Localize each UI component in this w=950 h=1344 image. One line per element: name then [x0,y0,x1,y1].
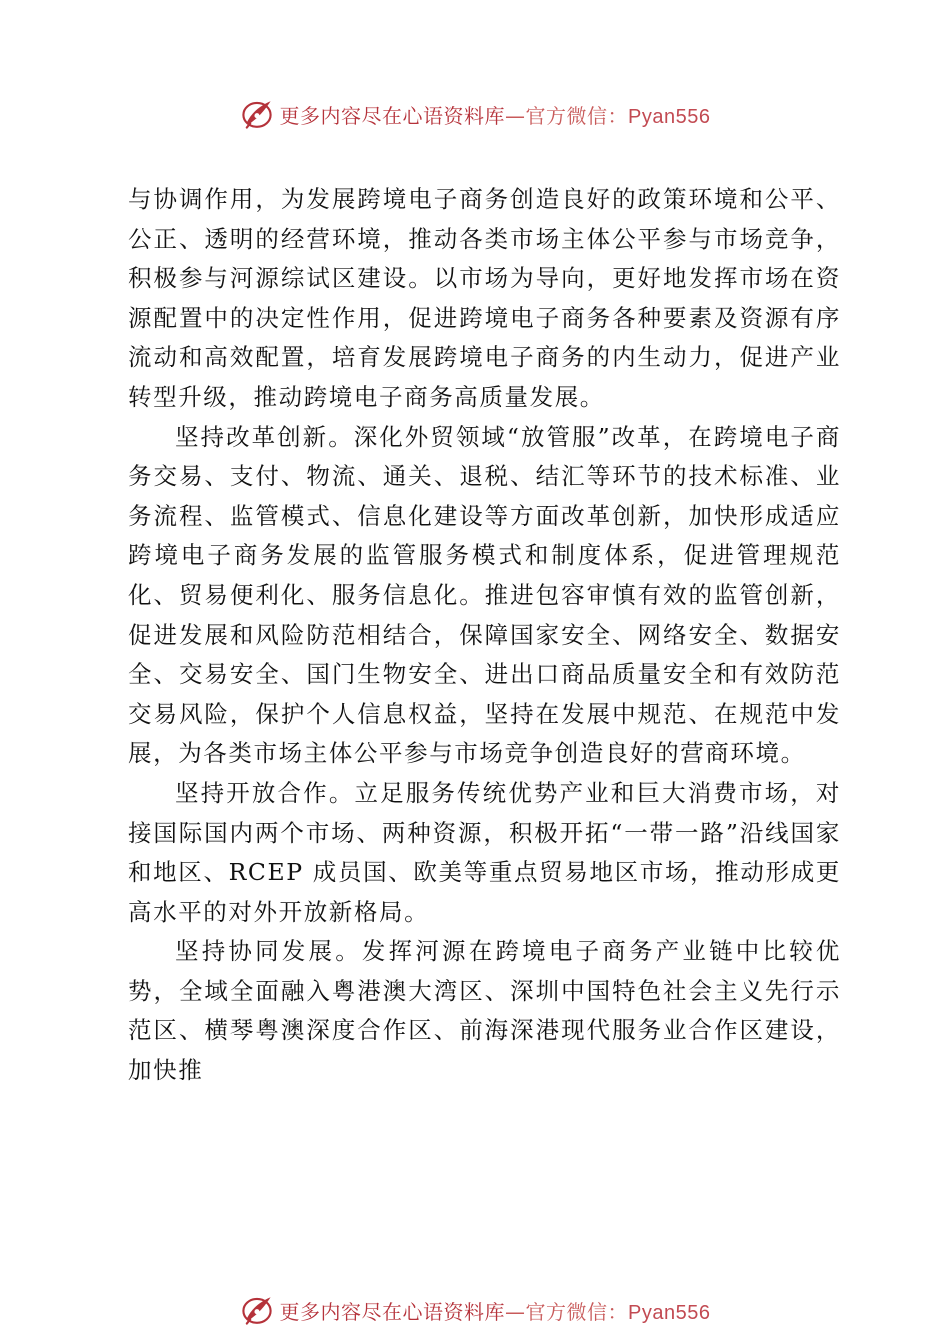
wechat-label: 官方微信： [525,103,629,128]
brand-text: 更多内容尽在心语资料库 [279,103,506,128]
wechat-label: 官方微信： [525,1299,629,1324]
wechat-id: Pyan556 [628,105,711,128]
paragraph-open-cooperation: 坚持开放合作。立足服务传统优势产业和巨大消费市场，对接国际国内两个市场、两种资源，积极开拓“一带一路”沿线国家和地区、RCEP 成员国、欧美等重点贸易地区市场，推动形成更高水平的对外开放新格局。 [128,778,841,926]
separator: — [505,103,526,128]
brand-text: 更多内容尽在心语资料库 [279,1299,506,1324]
paragraph-reform-innovation: 坚持改革创新。深化外贸领域“放管服”改革，在跨境电子商务交易、支付、物流、通关、退税、结汇等环节的技术标准、业务流程、监管模式、信息化建设等方面改革创新，加快形成适应跨境电子商务发展的监管服务模式和制度体系，促进管理规范化、贸易便利化、服务信息化。推进包容审慎有效的监管创新， 促进发展和风险防范相结合，保障国家安全、网络安全、数据安全、交易安全、国门生物安全、进出口商品质量安全和有效防范交易风险，保护个人信息权益，坚持在发展中规范、在规范中发展，为各类市场主体公平参与市场竞争创造良好的营商环境。 [128,422,841,768]
wechat-id: Pyan556 [628,1301,711,1324]
pen-nib-logo-icon [240,97,274,131]
paragraph-coordinated-development: 坚持协同发展。发挥河源在跨境电子商务产业链中比较优势，全域全面融入粤港澳大湾区、深圳中国特色社会主义先行示范区、横琴粤澳深度合作区、前海深港现代服务业合作区建设，加快推 [128,937,841,1085]
footer-watermark-banner [0,1290,950,1330]
header-watermark-banner [0,94,950,134]
paragraph-market-orientation: 与协调作用，为发展跨境电子商务创造良好的政策环境和公平、公正、透明的经营环境，推动各类市场主体公平参与市场竞争，积极参与河源综试区建设。以市场为导向，更好地发挥市场在资源配置中的决定性作用，促进跨境电子商务各种要素及资源有序流动和高效配置，培育发展跨境电子商务的内生动力，促进产业转型升级，推动跨境电子商务高质量发展。 [128,185,841,411]
watermark-text [280,100,711,129]
watermark-text [280,1296,711,1325]
document-body [128,180,841,1091]
separator: — [505,1299,526,1324]
pen-nib-logo-icon [240,1293,274,1327]
